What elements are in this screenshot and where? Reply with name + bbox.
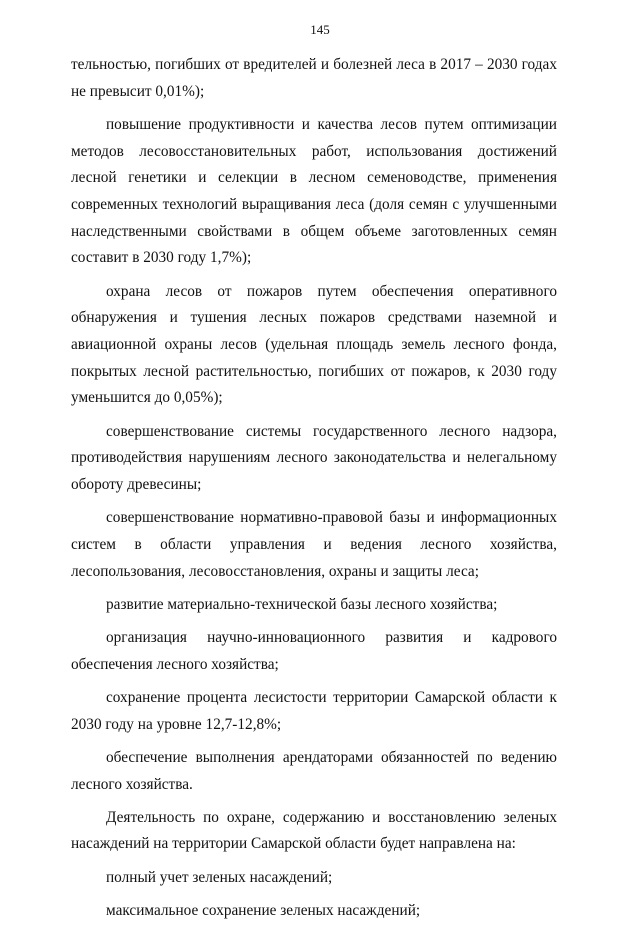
paragraph: совершенствование системы государственного лесного надзора, противодействия нарушениям лесного законодательства и нелегальному обороту древесины;: [71, 422, 557, 494]
paragraph-continuation: тельностью, погибших от вредителей и болезней леса в 2017 – 2030 годах не превысит 0,01%);: [71, 56, 557, 100]
paragraph: полный учет зеленых насаждений;: [106, 868, 333, 886]
paragraph: Деятельность по охране, содержанию и восстановлению зеленых насаждений на территории Самарской области будет направлена на:: [71, 808, 557, 853]
paragraph: организация научно-инновационного развития и кадрового обеспечения лесного хозяйства;: [71, 629, 557, 673]
paragraph: повышение продуктивности и качества лесов путем оптимизации методов лесовосстановительных работ, использования достижений лесной генетики и селекции в лесном семеноводстве, применения современных технологий выращивания леса (доля семян с улучшенными наследственными свойствами в общем объеме заготовленных семян составит в 2030 году 1,7%);: [71, 115, 557, 267]
paragraph: совершенствование нормативно-правовой базы и информационных систем в области управления и ведения лесного хозяйства, лесопользования, лесовосстановления, охраны и защиты леса;: [71, 509, 557, 580]
paragraph: развитие материально-технической базы лесного хозяйства;: [106, 595, 498, 613]
paragraph: сохранение процента лесистости территории Самарской области к 2030 году на уровне 12,7-12,8%;: [71, 688, 557, 733]
paragraph: обеспечение выполнения арендаторами обязанностей по ведению лесного хозяйства.: [71, 748, 557, 793]
paragraph: охрана лесов от пожаров путем обеспечения оперативного обнаружения и тушения лесных пожаров средствами наземной и авиационной охраны лесов (удельная площадь земель лесного фонда, покрытых лесной растительностью, погибших от пожаров, к 2030 году уменьшится до 0,05%);: [71, 282, 557, 407]
body-text: [71, 52, 557, 931]
page-number: 145: [310, 22, 330, 37]
paragraph: максимальное сохранение зеленых насаждений;: [106, 901, 421, 919]
